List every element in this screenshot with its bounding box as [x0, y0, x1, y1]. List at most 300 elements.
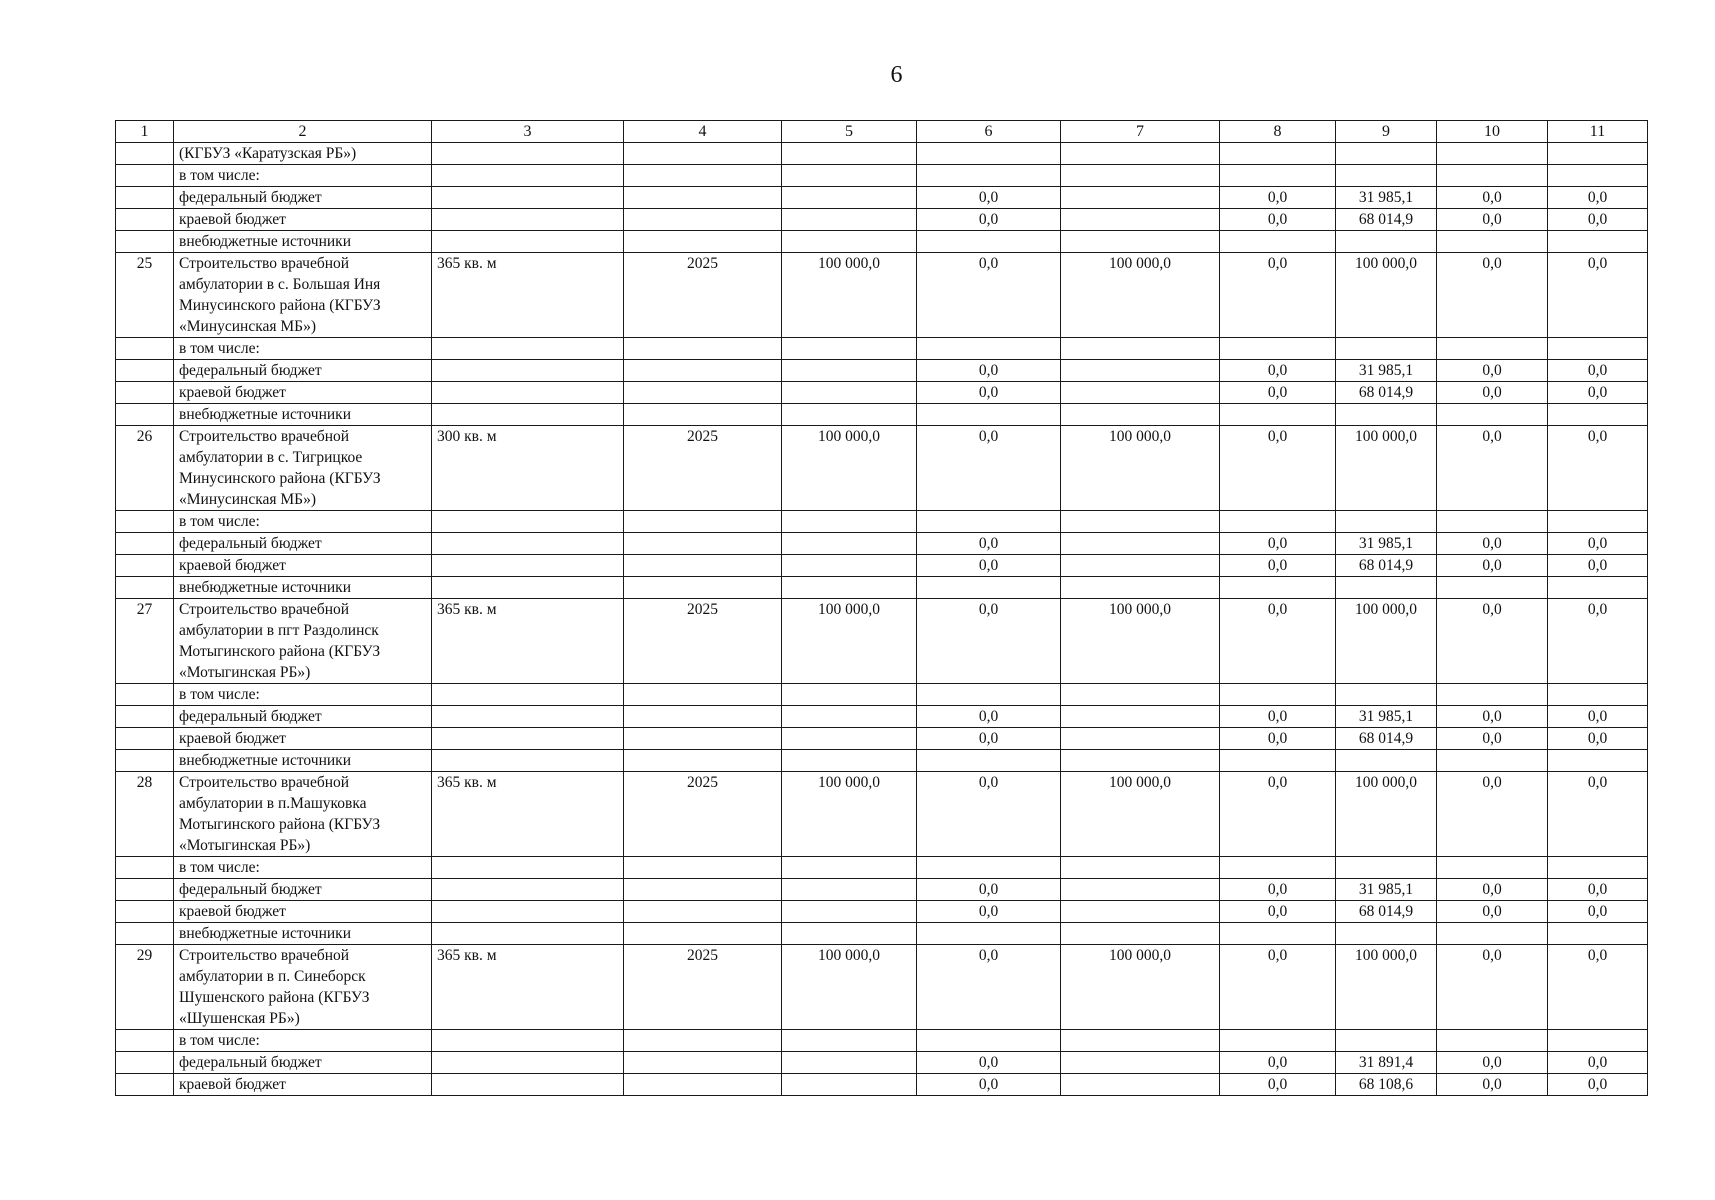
- table-cell-col-5: [782, 382, 917, 404]
- table-cell-col-5: 100 000,0: [782, 599, 917, 684]
- table-cell-col-4: [624, 533, 782, 555]
- table-row: [116, 187, 1648, 209]
- table-cell-col-10: 0,0: [1437, 533, 1548, 555]
- table-cell-col-11: 0,0: [1548, 901, 1648, 923]
- header-cell-col-8: 8: [1220, 121, 1336, 143]
- table-cell-col-8: [1220, 338, 1336, 360]
- table-cell-col-2: внебюджетные источники: [174, 231, 432, 253]
- table-cell-col-6: 0,0: [917, 945, 1061, 1030]
- table-cell-col-2: в том числе:: [174, 338, 432, 360]
- table-cell-col-9: [1336, 857, 1437, 879]
- table-cell-col-7: [1061, 1074, 1220, 1096]
- table-cell-col-10: 0,0: [1437, 360, 1548, 382]
- table-row: [116, 511, 1648, 533]
- table-cell-col-4: [624, 750, 782, 772]
- table-cell-col-4: [624, 1074, 782, 1096]
- table-row: [116, 426, 1648, 511]
- table-cell-col-11: 0,0: [1548, 360, 1648, 382]
- table-cell-col-8: 0,0: [1220, 187, 1336, 209]
- table-cell-col-7: [1061, 706, 1220, 728]
- table-cell-col-2: федеральный бюджет: [174, 360, 432, 382]
- table-cell-col-8: [1220, 750, 1336, 772]
- table-cell-col-9: [1336, 923, 1437, 945]
- table-row: [116, 231, 1648, 253]
- table-cell-col-3: [432, 187, 624, 209]
- table-cell-col-9: 100 000,0: [1336, 945, 1437, 1030]
- table-cell-col-6: 0,0: [917, 599, 1061, 684]
- table-cell-col-4: [624, 404, 782, 426]
- table-row: [116, 599, 1648, 684]
- table-cell-col-11: [1548, 857, 1648, 879]
- table-cell-col-6: 0,0: [917, 209, 1061, 231]
- table-cell-col-1: [116, 533, 174, 555]
- table-cell-col-1: [116, 728, 174, 750]
- table-cell-col-1: [116, 511, 174, 533]
- table-cell-col-2: Строительство врачебной амбулатории в с. Тигрицкое Минусинского района (КГБУЗ «Минусинская МБ»): [174, 426, 432, 511]
- table-cell-col-1: 27: [116, 599, 174, 684]
- table-cell-col-11: [1548, 231, 1648, 253]
- table-cell-col-9: [1336, 338, 1437, 360]
- table-cell-col-5: [782, 706, 917, 728]
- table-cell-col-7: [1061, 533, 1220, 555]
- table-cell-col-6: 0,0: [917, 901, 1061, 923]
- table-cell-col-2: Строительство врачебной амбулатории в с. Большая Иня Минусинского района (КГБУЗ «Минусинская МБ»): [174, 253, 432, 338]
- table-cell-col-2: в том числе:: [174, 684, 432, 706]
- table-header-row: [116, 121, 1648, 143]
- table-cell-col-10: 0,0: [1437, 209, 1548, 231]
- table-cell-col-10: [1437, 577, 1548, 599]
- table-row: [116, 382, 1648, 404]
- table-cell-col-11: [1548, 1030, 1648, 1052]
- table-cell-col-5: [782, 209, 917, 231]
- table-row: [116, 209, 1648, 231]
- table-cell-col-9: 68 014,9: [1336, 555, 1437, 577]
- table-cell-col-2: в том числе:: [174, 165, 432, 187]
- table-cell-col-2: в том числе:: [174, 857, 432, 879]
- table-cell-col-1: [116, 857, 174, 879]
- table-cell-col-8: [1220, 577, 1336, 599]
- table-cell-col-6: 0,0: [917, 728, 1061, 750]
- table-row: [116, 857, 1648, 879]
- table-cell-col-7: 100 000,0: [1061, 772, 1220, 857]
- table-cell-col-1: [116, 879, 174, 901]
- table-cell-col-5: [782, 728, 917, 750]
- table-cell-col-3: [432, 511, 624, 533]
- table-cell-col-3: [432, 382, 624, 404]
- table-cell-col-6: [917, 1030, 1061, 1052]
- table-cell-col-10: 0,0: [1437, 728, 1548, 750]
- table-cell-col-7: [1061, 923, 1220, 945]
- table-cell-col-5: [782, 231, 917, 253]
- table-cell-col-9: 31 985,1: [1336, 706, 1437, 728]
- table-cell-col-4: [624, 555, 782, 577]
- table-cell-col-10: 0,0: [1437, 706, 1548, 728]
- table-cell-col-9: [1336, 143, 1437, 165]
- table-cell-col-10: [1437, 404, 1548, 426]
- table-cell-col-5: [782, 338, 917, 360]
- table-row: [116, 1030, 1648, 1052]
- table-cell-col-11: 0,0: [1548, 533, 1648, 555]
- table-cell-col-2: в том числе:: [174, 1030, 432, 1052]
- table-cell-col-4: 2025: [624, 772, 782, 857]
- table-cell-col-9: 68 108,6: [1336, 1074, 1437, 1096]
- table-cell-col-6: [917, 923, 1061, 945]
- table-cell-col-10: [1437, 338, 1548, 360]
- table-cell-col-9: 100 000,0: [1336, 772, 1437, 857]
- table-cell-col-8: 0,0: [1220, 426, 1336, 511]
- table-cell-col-10: [1437, 143, 1548, 165]
- table-cell-col-5: [782, 165, 917, 187]
- table-cell-col-11: [1548, 750, 1648, 772]
- table-row: [116, 165, 1648, 187]
- table-cell-col-3: [432, 1030, 624, 1052]
- table-row: [116, 253, 1648, 338]
- table-cell-col-3: [432, 728, 624, 750]
- table-cell-col-1: [116, 165, 174, 187]
- table-cell-col-4: [624, 231, 782, 253]
- table-cell-col-5: 100 000,0: [782, 426, 917, 511]
- table-cell-col-2: федеральный бюджет: [174, 706, 432, 728]
- table-row: [116, 879, 1648, 901]
- table-cell-col-10: 0,0: [1437, 945, 1548, 1030]
- table-cell-col-9: [1336, 577, 1437, 599]
- table-cell-col-1: 26: [116, 426, 174, 511]
- table-cell-col-11: [1548, 511, 1648, 533]
- table-cell-col-3: [432, 360, 624, 382]
- table-cell-col-3: [432, 555, 624, 577]
- table-cell-col-5: [782, 404, 917, 426]
- table-cell-col-3: 365 кв. м: [432, 772, 624, 857]
- header-cell-col-7: 7: [1061, 121, 1220, 143]
- table-cell-col-9: 31 985,1: [1336, 360, 1437, 382]
- table-row: [116, 577, 1648, 599]
- table-cell-col-9: 68 014,9: [1336, 382, 1437, 404]
- budget-table: [115, 120, 1648, 1096]
- table-cell-col-2: внебюджетные источники: [174, 750, 432, 772]
- table-cell-col-7: [1061, 750, 1220, 772]
- table-cell-col-10: 0,0: [1437, 555, 1548, 577]
- table-cell-col-10: [1437, 231, 1548, 253]
- table-cell-col-3: [432, 1074, 624, 1096]
- table-cell-col-2: Строительство врачебной амбулатории в п.Машуковка Мотыгинского района (КГБУЗ «Мотыгинская РБ»): [174, 772, 432, 857]
- table-cell-col-2: федеральный бюджет: [174, 187, 432, 209]
- table-cell-col-2: федеральный бюджет: [174, 879, 432, 901]
- table-cell-col-1: [116, 143, 174, 165]
- table-cell-col-3: [432, 231, 624, 253]
- table-cell-col-9: 100 000,0: [1336, 426, 1437, 511]
- table-cell-col-11: 0,0: [1548, 1052, 1648, 1074]
- table-cell-col-5: 100 000,0: [782, 253, 917, 338]
- table-cell-col-4: [624, 360, 782, 382]
- table-cell-col-9: [1336, 511, 1437, 533]
- table-cell-col-2: краевой бюджет: [174, 555, 432, 577]
- table-cell-col-11: 0,0: [1548, 209, 1648, 231]
- table-cell-col-3: [432, 404, 624, 426]
- table-cell-col-5: [782, 533, 917, 555]
- table-cell-col-5: [782, 684, 917, 706]
- table-row: [116, 533, 1648, 555]
- table-cell-col-7: [1061, 857, 1220, 879]
- table-row: [116, 360, 1648, 382]
- table-cell-col-10: 0,0: [1437, 1074, 1548, 1096]
- table-cell-col-11: [1548, 923, 1648, 945]
- table-cell-col-2: федеральный бюджет: [174, 1052, 432, 1074]
- table-cell-col-4: [624, 879, 782, 901]
- table-cell-col-3: [432, 706, 624, 728]
- table-row: [116, 1074, 1648, 1096]
- table-cell-col-7: [1061, 511, 1220, 533]
- table-row: [116, 750, 1648, 772]
- table-row: [116, 728, 1648, 750]
- table-cell-col-4: [624, 165, 782, 187]
- table-cell-col-8: 0,0: [1220, 728, 1336, 750]
- table-cell-col-9: [1336, 1030, 1437, 1052]
- table-cell-col-8: 0,0: [1220, 1052, 1336, 1074]
- table-cell-col-9: [1336, 684, 1437, 706]
- table-cell-col-3: [432, 879, 624, 901]
- table-cell-col-11: 0,0: [1548, 187, 1648, 209]
- table-cell-col-11: 0,0: [1548, 1074, 1648, 1096]
- table-cell-col-5: 100 000,0: [782, 945, 917, 1030]
- table-cell-col-2: внебюджетные источники: [174, 404, 432, 426]
- table-cell-col-1: [116, 706, 174, 728]
- table-cell-col-4: [624, 1030, 782, 1052]
- table-cell-col-4: [624, 901, 782, 923]
- table-cell-col-5: [782, 1074, 917, 1096]
- table-cell-col-8: 0,0: [1220, 706, 1336, 728]
- table-cell-col-4: 2025: [624, 945, 782, 1030]
- table-cell-col-7: [1061, 728, 1220, 750]
- table-cell-col-6: 0,0: [917, 360, 1061, 382]
- table-cell-col-6: [917, 404, 1061, 426]
- table-cell-col-10: 0,0: [1437, 1052, 1548, 1074]
- table-cell-col-9: 100 000,0: [1336, 599, 1437, 684]
- table-cell-col-5: [782, 750, 917, 772]
- header-cell-col-11: 11: [1548, 121, 1648, 143]
- table-cell-col-2: краевой бюджет: [174, 209, 432, 231]
- table-cell-col-3: 365 кв. м: [432, 945, 624, 1030]
- table-cell-col-9: 100 000,0: [1336, 253, 1437, 338]
- table-cell-col-6: 0,0: [917, 1074, 1061, 1096]
- table-cell-col-8: 0,0: [1220, 945, 1336, 1030]
- table-cell-col-1: [116, 404, 174, 426]
- table-cell-col-11: 0,0: [1548, 253, 1648, 338]
- table-row: [116, 143, 1648, 165]
- table-cell-col-4: [624, 684, 782, 706]
- table-cell-col-9: 31 891,4: [1336, 1052, 1437, 1074]
- table-cell-col-11: 0,0: [1548, 426, 1648, 511]
- table-row: [116, 404, 1648, 426]
- table-cell-col-5: [782, 143, 917, 165]
- table-cell-col-6: [917, 143, 1061, 165]
- table-cell-col-8: 0,0: [1220, 901, 1336, 923]
- table-row: [116, 684, 1648, 706]
- table-cell-col-7: [1061, 1030, 1220, 1052]
- table-cell-col-6: 0,0: [917, 879, 1061, 901]
- table-cell-col-3: [432, 209, 624, 231]
- table-cell-col-6: 0,0: [917, 772, 1061, 857]
- table-cell-col-8: [1220, 684, 1336, 706]
- table-cell-col-8: 0,0: [1220, 879, 1336, 901]
- table-cell-col-8: 0,0: [1220, 772, 1336, 857]
- table-cell-col-6: [917, 165, 1061, 187]
- table-cell-col-4: [624, 857, 782, 879]
- table-cell-col-8: 0,0: [1220, 360, 1336, 382]
- table-cell-col-9: 31 985,1: [1336, 533, 1437, 555]
- table-cell-col-6: [917, 577, 1061, 599]
- table-cell-col-3: 365 кв. м: [432, 253, 624, 338]
- table-cell-col-3: [432, 533, 624, 555]
- table-cell-col-5: [782, 555, 917, 577]
- table-cell-col-1: [116, 1052, 174, 1074]
- table-cell-col-4: [624, 143, 782, 165]
- table-row: [116, 923, 1648, 945]
- table-cell-col-8: 0,0: [1220, 382, 1336, 404]
- table-cell-col-9: 31 985,1: [1336, 187, 1437, 209]
- table-cell-col-11: [1548, 165, 1648, 187]
- table-cell-col-6: [917, 338, 1061, 360]
- table-cell-col-1: 29: [116, 945, 174, 1030]
- table-cell-col-7: 100 000,0: [1061, 945, 1220, 1030]
- table-cell-col-3: 300 кв. м: [432, 426, 624, 511]
- table-cell-col-7: [1061, 901, 1220, 923]
- table-cell-col-10: 0,0: [1437, 879, 1548, 901]
- table-cell-col-4: 2025: [624, 599, 782, 684]
- table-cell-col-2: в том числе:: [174, 511, 432, 533]
- table-cell-col-6: [917, 857, 1061, 879]
- table-cell-col-7: [1061, 577, 1220, 599]
- table-cell-col-10: [1437, 857, 1548, 879]
- table-cell-col-5: [782, 360, 917, 382]
- table-cell-col-7: [1061, 879, 1220, 901]
- header-cell-col-6: 6: [917, 121, 1061, 143]
- table-row: [116, 555, 1648, 577]
- table-cell-col-3: 365 кв. м: [432, 599, 624, 684]
- table-cell-col-7: [1061, 338, 1220, 360]
- table-cell-col-4: [624, 338, 782, 360]
- table-cell-col-10: 0,0: [1437, 187, 1548, 209]
- table-cell-col-11: 0,0: [1548, 945, 1648, 1030]
- table-cell-col-5: [782, 901, 917, 923]
- table-cell-col-8: 0,0: [1220, 253, 1336, 338]
- header-cell-col-2: 2: [174, 121, 432, 143]
- table-cell-col-11: 0,0: [1548, 879, 1648, 901]
- table-cell-col-11: 0,0: [1548, 772, 1648, 857]
- table-cell-col-11: 0,0: [1548, 728, 1648, 750]
- table-cell-col-10: [1437, 165, 1548, 187]
- table-cell-col-2: Строительство врачебной амбулатории в пгт Раздолинск Мотыгинского района (КГБУЗ «Мотыгинская РБ»): [174, 599, 432, 684]
- table-cell-col-3: [432, 165, 624, 187]
- table-cell-col-8: [1220, 231, 1336, 253]
- table-cell-col-8: [1220, 143, 1336, 165]
- table-cell-col-8: 0,0: [1220, 533, 1336, 555]
- table-cell-col-7: [1061, 360, 1220, 382]
- table-cell-col-1: [116, 555, 174, 577]
- table-cell-col-4: [624, 209, 782, 231]
- table-cell-col-5: 100 000,0: [782, 772, 917, 857]
- table-cell-col-6: [917, 511, 1061, 533]
- table-cell-col-7: [1061, 187, 1220, 209]
- table-cell-col-4: 2025: [624, 253, 782, 338]
- table-cell-col-3: [432, 1052, 624, 1074]
- table-cell-col-4: [624, 511, 782, 533]
- table-cell-col-3: [432, 923, 624, 945]
- table-cell-col-7: [1061, 165, 1220, 187]
- table-cell-col-3: [432, 750, 624, 772]
- table-cell-col-6: 0,0: [917, 533, 1061, 555]
- table-cell-col-7: [1061, 555, 1220, 577]
- table-cell-col-3: [432, 857, 624, 879]
- table-cell-col-1: 28: [116, 772, 174, 857]
- table-cell-col-5: [782, 857, 917, 879]
- table-cell-col-7: [1061, 209, 1220, 231]
- table-cell-col-8: [1220, 404, 1336, 426]
- table-cell-col-9: [1336, 165, 1437, 187]
- table-cell-col-1: [116, 577, 174, 599]
- table-cell-col-4: [624, 1052, 782, 1074]
- table-row: [116, 1052, 1648, 1074]
- table-cell-col-3: [432, 901, 624, 923]
- table-cell-col-2: федеральный бюджет: [174, 533, 432, 555]
- table-cell-col-10: [1437, 511, 1548, 533]
- table-cell-col-7: [1061, 382, 1220, 404]
- table-cell-col-1: [116, 187, 174, 209]
- table-cell-col-11: 0,0: [1548, 555, 1648, 577]
- table-cell-col-11: [1548, 404, 1648, 426]
- table-cell-col-9: 68 014,9: [1336, 901, 1437, 923]
- table-cell-col-11: 0,0: [1548, 706, 1648, 728]
- table-cell-col-1: [116, 209, 174, 231]
- table-cell-col-11: 0,0: [1548, 599, 1648, 684]
- table-cell-col-1: [116, 750, 174, 772]
- table-cell-col-5: [782, 1052, 917, 1074]
- table-cell-col-9: 68 014,9: [1336, 209, 1437, 231]
- table-cell-col-3: [432, 577, 624, 599]
- table-cell-col-1: [116, 923, 174, 945]
- table-cell-col-4: [624, 706, 782, 728]
- table-cell-col-6: 0,0: [917, 187, 1061, 209]
- table-cell-col-7: [1061, 684, 1220, 706]
- table-cell-col-1: [116, 1030, 174, 1052]
- table-cell-col-4: [624, 577, 782, 599]
- table-cell-col-4: [624, 382, 782, 404]
- header-cell-col-5: 5: [782, 121, 917, 143]
- table-cell-col-10: [1437, 684, 1548, 706]
- table-cell-col-10: [1437, 923, 1548, 945]
- table-cell-col-8: 0,0: [1220, 209, 1336, 231]
- table-cell-col-2: краевой бюджет: [174, 382, 432, 404]
- table-cell-col-4: [624, 923, 782, 945]
- table-cell-col-11: 0,0: [1548, 382, 1648, 404]
- table-cell-col-1: [116, 338, 174, 360]
- table-cell-col-5: [782, 923, 917, 945]
- table-cell-col-8: 0,0: [1220, 1074, 1336, 1096]
- table-cell-col-8: [1220, 511, 1336, 533]
- table-cell-col-9: [1336, 750, 1437, 772]
- page-number: 6: [890, 62, 903, 88]
- table-cell-col-8: [1220, 923, 1336, 945]
- table-row: [116, 901, 1648, 923]
- table-cell-col-6: 0,0: [917, 253, 1061, 338]
- table-cell-col-5: [782, 577, 917, 599]
- table-cell-col-10: 0,0: [1437, 599, 1548, 684]
- table-cell-col-2: внебюджетные источники: [174, 923, 432, 945]
- table-cell-col-5: [782, 511, 917, 533]
- table-cell-col-8: 0,0: [1220, 555, 1336, 577]
- table-cell-col-3: [432, 143, 624, 165]
- table-cell-col-9: 31 985,1: [1336, 879, 1437, 901]
- table-cell-col-7: [1061, 1052, 1220, 1074]
